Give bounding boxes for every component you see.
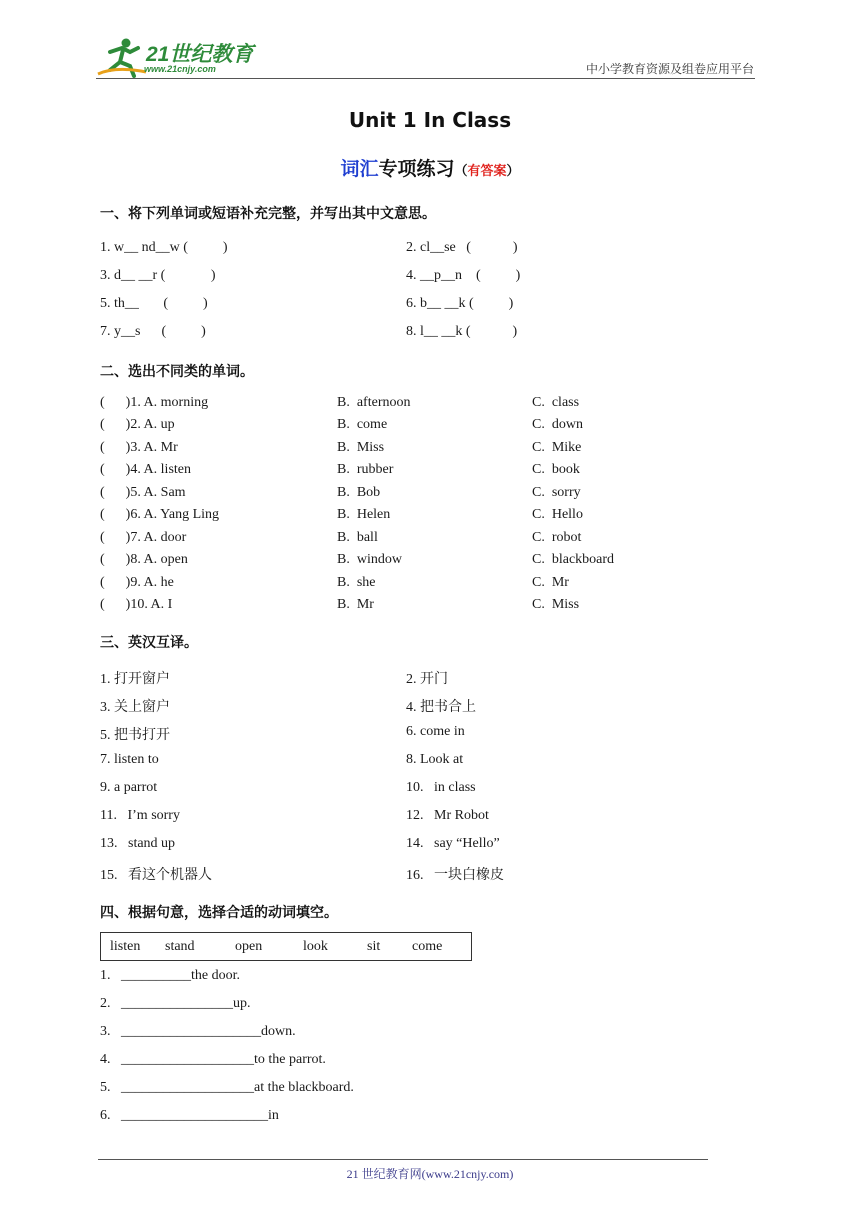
section1-heading: 一、将下列单词或短语补充完整，并写出其中文意思。	[100, 206, 436, 222]
s2-row-1-a: ( )1. A. morning	[100, 395, 209, 410]
s2-row-5-c: C. sorry	[532, 485, 581, 500]
s3-item-15: 15. 看这个机器人	[100, 868, 212, 883]
s2-row-5-b: B. Bob	[337, 485, 381, 500]
subtitle-answer-note: 有答案	[467, 164, 507, 179]
section4-heading: 四、根据句意，选择合适的动词填空。	[100, 905, 338, 921]
s4-item-3: 3. ____________________down.	[100, 1024, 296, 1039]
s3-item-8: 8. Look at	[406, 752, 464, 767]
s2-row-4-b: B. rubber	[337, 462, 394, 477]
footer-text: 21 世纪教育网(www.21cnjy.com)	[346, 1167, 514, 1181]
word-bank-stand: stand	[165, 939, 195, 954]
s1-item-8: 8. l__ __k ( )	[406, 324, 518, 339]
s3-item-7: 7. listen to	[100, 752, 159, 767]
s2-row-2-c: C. down	[532, 417, 583, 432]
s2-row-3-c: C. Mike	[532, 440, 582, 455]
s2-row-7-c: C. robot	[532, 530, 582, 545]
s1-item-1: 1. w__ nd__w ( )	[100, 240, 228, 255]
s3-item-6: 6. come in	[406, 724, 465, 739]
s3-item-13: 13. stand up	[100, 836, 176, 851]
s3-item-11: 11. I’m sorry	[100, 808, 180, 823]
s2-row-1-b: B. afternoon	[337, 395, 411, 410]
s2-row-7-a: ( )7. A. door	[100, 530, 187, 545]
s2-row-7-b: B. ball	[337, 530, 378, 545]
logo-text: 21世纪教育	[146, 43, 254, 66]
s3-item-5: 5. 把书打开	[100, 728, 170, 743]
s2-row-2-a: ( )2. A. up	[100, 417, 175, 432]
s3-item-16: 16. 一块白橡皮	[406, 868, 504, 883]
s2-row-8-b: B. window	[337, 552, 402, 567]
s1-item-2: 2. cl__se ( )	[406, 240, 518, 255]
s2-row-8-a: ( )8. A. open	[100, 552, 188, 567]
s2-row-6-c: C. Hello	[532, 507, 583, 522]
s3-item-3: 3. 关上窗户	[100, 700, 170, 715]
s3-item-9: 9. a parrot	[100, 780, 158, 795]
s3-item-4: 4. 把书合上	[406, 700, 476, 715]
s2-row-1-c: C. class	[532, 395, 580, 410]
s2-row-10-b: B. Mr	[337, 597, 374, 612]
s4-item-6: 6. _____________________in	[100, 1108, 279, 1123]
s1-item-5: 5. th__ ( )	[100, 296, 208, 311]
subtitle-part2: 专项练习	[378, 158, 455, 180]
s2-row-6-a: ( )6. A. Yang Ling	[100, 507, 220, 522]
word-bank-sit: sit	[367, 939, 381, 954]
s1-item-4: 4. __p__n ( )	[406, 268, 521, 283]
s4-item-1: 1. __________the door.	[100, 968, 240, 983]
word-bank-open: open	[235, 939, 263, 954]
s2-row-9-a: ( )9. A. he	[100, 575, 174, 590]
s3-item-14: 14. say “Hello”	[406, 836, 500, 851]
page-subtitle	[0, 154, 860, 181]
subtitle-close-paren: ）	[506, 164, 520, 179]
s3-item-12: 12. Mr Robot	[406, 808, 489, 823]
word-bank-look: look	[303, 939, 328, 954]
footer-divider	[98, 1159, 708, 1160]
runner-logo-icon	[96, 36, 150, 80]
s1-item-7: 7. y__s ( )	[100, 324, 206, 339]
header-platform-text: 中小学教育资源及组卷应用平台	[585, 62, 754, 76]
word-bank-listen: listen	[110, 939, 141, 954]
s2-row-3-a: ( )3. A. Mr	[100, 440, 178, 455]
s2-row-6-b: B. Helen	[337, 507, 391, 522]
logo-url: www.21cnjy.com	[144, 64, 216, 74]
section3-heading: 三、英汉互译。	[100, 635, 198, 651]
s4-item-2: 2. ________________up.	[100, 996, 251, 1011]
page-title: Unit 1 In Class	[348, 108, 512, 132]
s3-item-10: 10. in class	[406, 780, 476, 795]
section2-heading: 二、选出不同类的单词。	[100, 364, 254, 380]
s1-item-6: 6. b__ __k ( )	[406, 296, 514, 311]
s2-row-5-a: ( )5. A. Sam	[100, 485, 186, 500]
s2-row-4-a: ( )4. A. listen	[100, 462, 191, 477]
subtitle-open-paren: （	[454, 164, 468, 179]
s2-row-9-c: C. Mr	[532, 575, 569, 590]
s2-row-10-c: C. Miss	[532, 597, 580, 612]
header-divider	[96, 78, 755, 79]
s2-row-3-b: B. Miss	[337, 440, 385, 455]
s2-row-9-b: B. she	[337, 575, 376, 590]
subtitle-part1: 词汇	[340, 158, 379, 180]
s2-row-10-a: ( )10. A. I	[100, 597, 173, 612]
s2-row-2-b: B. come	[337, 417, 388, 432]
s3-item-1: 1. 打开窗户	[100, 672, 170, 687]
s2-row-4-c: C. book	[532, 462, 580, 477]
s3-item-2: 2. 开门	[406, 672, 448, 687]
s2-row-8-c: C. blackboard	[532, 552, 615, 567]
logo	[96, 36, 266, 80]
word-bank-come: come	[412, 939, 443, 954]
s4-item-5: 5. ___________________at the blackboard.	[100, 1080, 354, 1095]
s1-item-3: 3. d__ __r ( )	[100, 268, 216, 283]
s4-item-4: 4. ___________________to the parrot.	[100, 1052, 326, 1067]
